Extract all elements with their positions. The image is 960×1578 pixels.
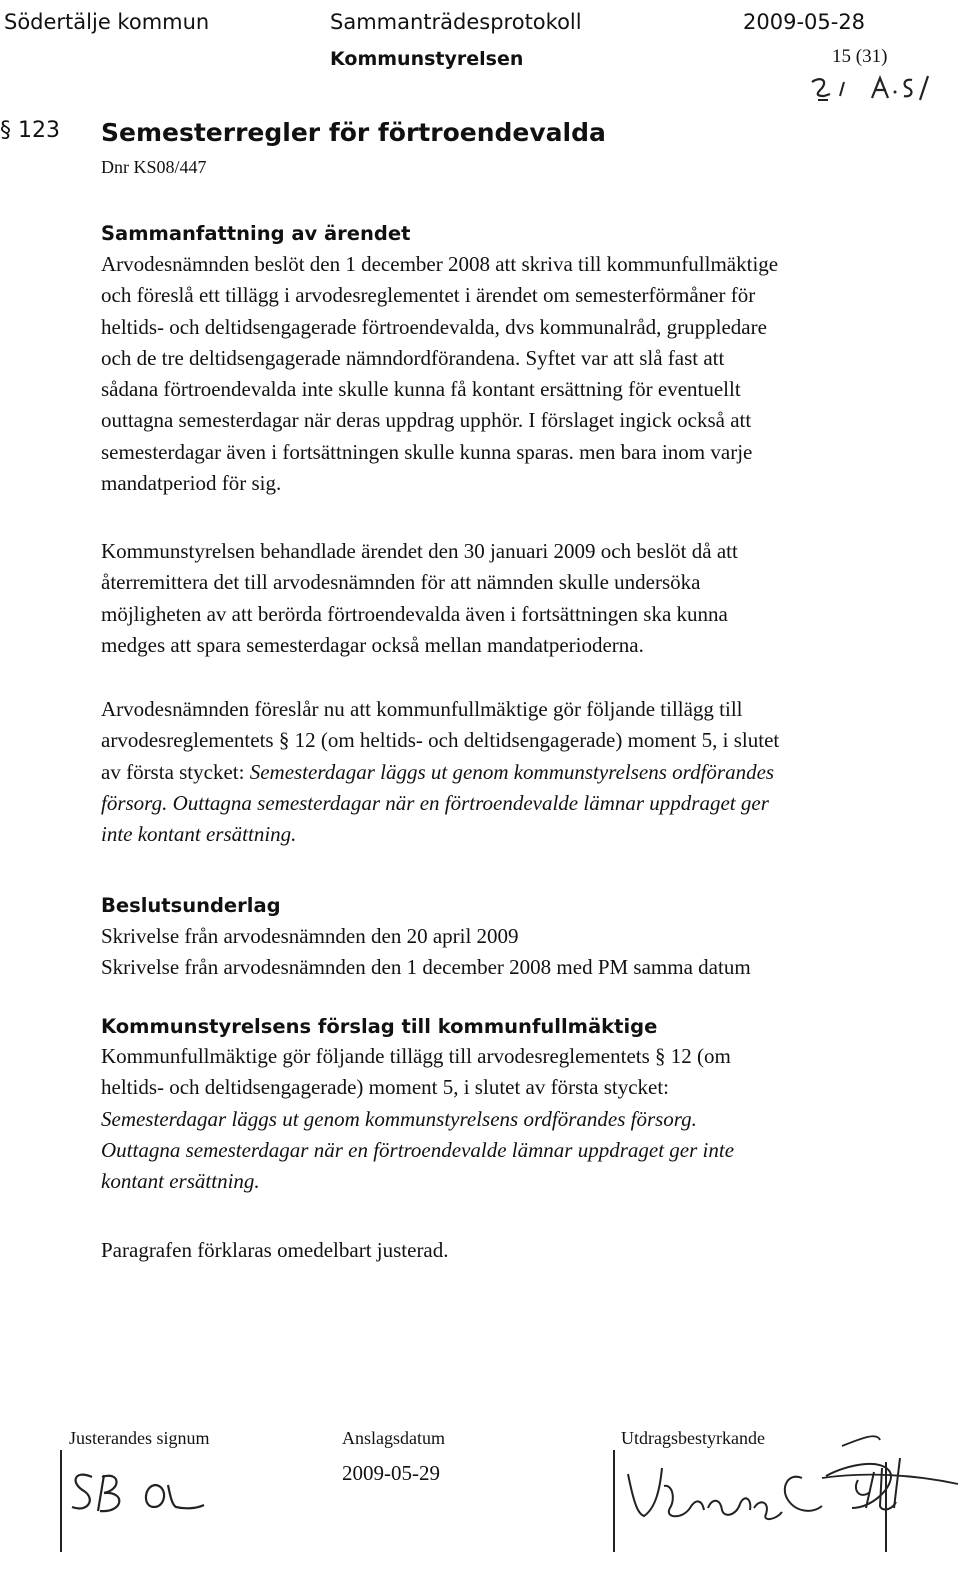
text-line: mandatperiod för sig. (101, 471, 282, 496)
municipality-name: Södertälje kommun (4, 10, 210, 34)
text-line: och de tre deltidsengagerade nämndordförandena. Syftet var att slå fast att (101, 345, 725, 370)
text-line: medges att spara semesterdagar också mellan mandatperioderna. (101, 632, 644, 657)
document-type: Sammanträdesprotokoll (330, 10, 582, 34)
basis-heading: Beslutsunderlag (101, 894, 281, 917)
list-item: Skrivelse från arvodesnämnden den 20 april 2009 (101, 924, 519, 948)
proposed-text: Semesterdagar läggs ut genom kommunstyrelsens ordförandes försorg. (101, 1106, 697, 1131)
text-line: möjligheten av att berörda förtroendevalda även i fortsättningen ska kunna (101, 601, 728, 626)
basis-list (101, 921, 881, 984)
proposal-heading: Kommunstyrelsens förslag till kommunfullmäktige (101, 1015, 658, 1038)
committee-name: Kommunstyrelsen (330, 48, 524, 70)
certifier-label: Utdragsbestyrkande (621, 1428, 765, 1448)
text-line: sådana förtroendevalda inte skulle kunna få kontant ersättning för eventuellt (101, 377, 741, 402)
text-line: outtagna semesterdagar när deras uppdrag upphör. I förslaget ingick också att (101, 408, 752, 433)
summary-paragraph-1 (101, 249, 881, 499)
closing-statement: Paragrafen förklaras omedelbart justerad. (101, 1238, 449, 1262)
summary-heading: Sammanfattning av ärendet (101, 222, 411, 245)
divider (60, 1450, 62, 1552)
text-line: Kommunstyrelsen behandlade ärendet den 30 januari 2009 och beslöt då att (101, 539, 738, 563)
proposal-text (101, 1041, 881, 1197)
proposed-text: Semesterdagar läggs ut genom kommunstyrelsens ordförandes (249, 759, 775, 784)
page-number: 15 (31) (832, 46, 888, 67)
certifier-signature (612, 1428, 960, 1538)
text-line: och föreslå ett tillägg i arvodesreglementet i ärendet om semesterförmåner för (101, 283, 756, 308)
text-line (101, 757, 881, 788)
text-line: semesterdagar även i fortsättningen skulle kunna sparas. men bara inom varje (101, 439, 753, 464)
proposed-text: inte kontant ersättning. (101, 822, 297, 847)
signers-initials (64, 1455, 214, 1525)
text-line: arvodesreglementets § 12 (om heltids- och deltidsengagerade) moment 5, i slutet (101, 728, 780, 753)
summary-paragraph-2 (101, 536, 881, 661)
section-number: § 123 (0, 118, 60, 143)
text-segment: av första stycket: (101, 759, 250, 784)
proposed-text: försorg. Outtagna semesterdagar när en förtroendevalde lämnar uppdraget ger (101, 790, 769, 815)
text-line: Arvodesnämnden beslöt den 1 december 2008 att skriva till kommunfullmäktige (101, 252, 779, 276)
posting-date: 2009-05-29 (342, 1461, 440, 1485)
item-title: Semesterregler för förtroendevalda (101, 118, 606, 147)
proposed-text: kontant ersättning. (101, 1169, 260, 1194)
text-line: heltids- och deltidsengagerade) moment 5, i slutet av första stycket: (101, 1075, 670, 1100)
text-line: heltids- och deltidsengagerade förtroendevalda, dvs kommunalråd, gruppledare (101, 314, 767, 339)
meeting-date: 2009-05-28 (743, 10, 866, 34)
text-line: Kommunfullmäktige gör följande tillägg till arvodesreglementets § 12 (om (101, 1044, 731, 1068)
text-line: återremittera det till arvodesnämnden för att nämnden skulle undersöka (101, 570, 701, 595)
proposed-text: Outtagna semesterdagar när en förtroendevalde lämnar uppdraget ger inte (101, 1137, 735, 1162)
handwritten-reference (800, 70, 950, 110)
summary-paragraph-3 (101, 694, 881, 850)
case-number: Dnr KS08/447 (101, 157, 207, 177)
posting-date-label: Anslagsdatum (342, 1428, 445, 1448)
signers-label: Justerandes signum (69, 1428, 210, 1448)
text-line: Arvodesnämnden föreslår nu att kommunfullmäktige gör följande tillägg till (101, 697, 743, 721)
list-item: Skrivelse från arvodesnämnden den 1 december 2008 med PM samma datum (101, 955, 751, 980)
